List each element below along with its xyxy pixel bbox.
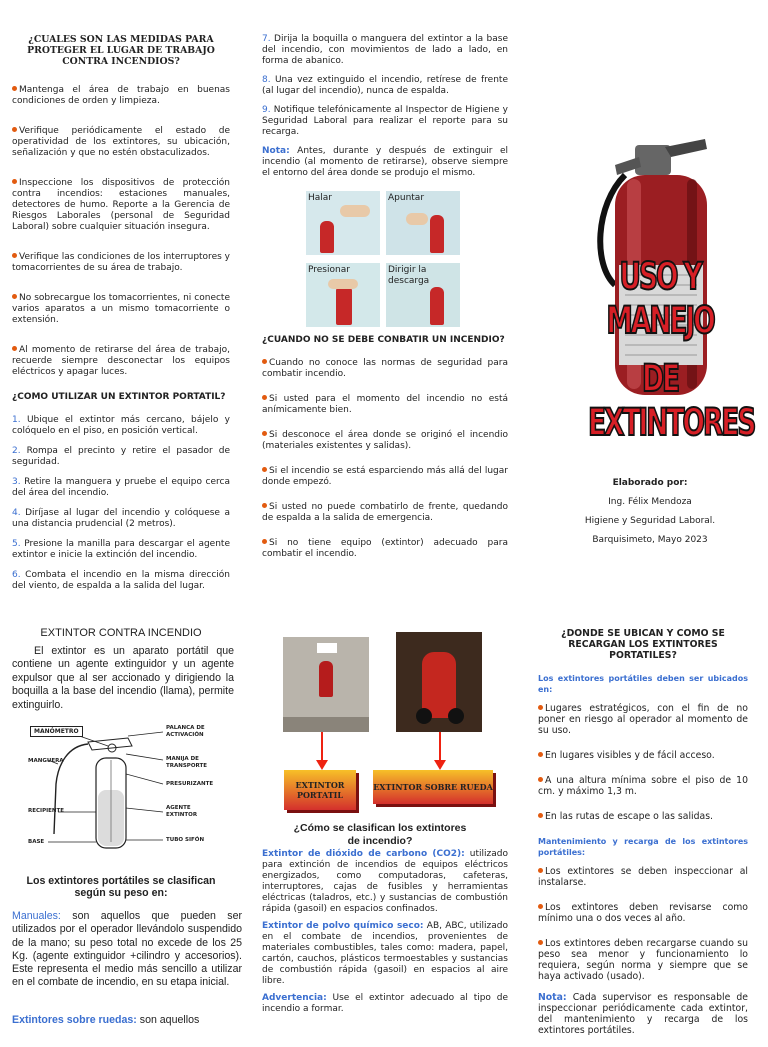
bullet-icon <box>262 467 267 472</box>
cover-title <box>588 255 755 445</box>
step-item: 1. Ubique el extintor más cercano, bájelo y colóquelo en el piso, en posición vertical. <box>12 415 230 436</box>
panel-2 <box>262 34 508 190</box>
label-palanca: PALANCA DE ACTIVACIÓN <box>166 725 205 738</box>
bullet-icon <box>262 503 267 508</box>
panel-4-title: EXTINTOR CONTRA INCENDIO <box>40 627 202 639</box>
bullet-icon <box>12 179 17 184</box>
list-item: Los extintores se deben inspeccionar al instalarse. <box>538 866 748 888</box>
label-manguera: MANGUERA <box>28 758 64 764</box>
label-agente: AGENTE EXTINTOR <box>166 805 198 818</box>
bullet-icon <box>538 705 543 710</box>
photo-label: Halar <box>308 193 332 203</box>
wheel-icon <box>416 708 432 724</box>
bullet-icon <box>12 86 17 91</box>
photo-squeeze <box>306 263 380 327</box>
list-item: Si usted no puede combatirlo de frente, quedando de espalda a la salida de emergencia. <box>262 502 508 523</box>
bullet-icon <box>262 359 267 364</box>
label-manija: MANIJA DE TRANSPORTE <box>166 756 208 769</box>
section-title-when-not: ¿CUANDO NO SE DEBE CONBATIR UN INCENDIO? <box>262 335 505 345</box>
bullet-icon <box>12 346 17 351</box>
extinguisher-icon <box>430 215 444 253</box>
panel-5-text <box>262 849 508 1026</box>
photo-label: Presionar <box>308 265 350 275</box>
bullet-icon <box>538 813 543 818</box>
bullet-icon <box>262 395 267 400</box>
subheading-location: Los extintores portátiles deben ser ubicados en: <box>538 674 748 694</box>
step-item: 2. Rompa el precinto y retire el pasador de seguridad. <box>12 446 230 467</box>
usage-photos <box>306 191 460 329</box>
list-item: Los extintores deben recargarse cuando su peso sea menor y funcionamiento lo requiera, según norma y siempre que se haya activado (usado). <box>538 938 748 982</box>
bullet-icon <box>12 253 17 258</box>
photo-aim <box>386 191 460 255</box>
list-item: Cuando no conoce las normas de seguridad para combatir incendio. <box>262 358 508 379</box>
panel-2-lower <box>262 335 508 571</box>
label-tubo: TUBO SIFÓN <box>166 837 205 843</box>
hand-icon <box>406 213 428 225</box>
manuales-text: Manuales: son aquellos que pueden ser utilizados por el operador llevándolo suspendido de la mano; su peso total no excede de los 25 Kg. (agente extinguidor +cilindro y accesorios). Este representa el medio más sencillo a utilizar en el combate de incendio, en su etapa inicial. <box>12 910 242 989</box>
section-title-location: ¿DONDE SE UBICAN Y COMO SE RECARGAN LOS EXTINTORES PORTATILES? <box>561 628 725 661</box>
note: Nota: Cada supervisor es responsable de inspeccionar periódicamente cada extintor, del mantenimiento y recarga de los extintores portátiles. <box>538 992 748 1036</box>
label-presurizante: PRESURIZANTE <box>166 781 214 787</box>
co2-paragraph: Extintor de dióxido de carbono (CO2): utilizado para extinción de incendios de equipos eléctricos energizados, como computadoras, cafeteras, interruptores, cajas de fusibles y herramientas eléctricas (taladros, etc.) y sustancias de combustión rápida (gasoil) en espacios confinados. <box>262 849 508 914</box>
wall-sign <box>317 643 337 653</box>
label-recipiente: RECIPIENTE <box>28 808 65 814</box>
photo-label: Apuntar <box>388 193 425 203</box>
list-item: Verifique las condiciones de los interruptores y tomacorrientes de su área de trabajo. <box>12 252 230 273</box>
label-manometro: MANÓMETRO <box>30 726 83 737</box>
credits-heading: Elaborado por: <box>612 478 688 488</box>
bullet-icon <box>538 777 543 782</box>
wheel-icon <box>448 708 464 724</box>
step-item: 8. Una vez extinguido el incendio, retírese de frente (al lugar del incendio), nunca de espalda. <box>262 75 508 96</box>
list-item: Lugares estratégicos, con el fin de no poner en riesgo al operador al momento de su uso. <box>538 703 748 736</box>
list-item: Al momento de retirarse del área de trabajo, recuerde siempre desconectar los equipos eléctricos y apagar luces. <box>12 345 230 377</box>
note: Nota: Antes, durante y después de extinguir el incendio (al momento de retirarse), observe siempre el entorno del área donde se produjo el mismo. <box>262 146 508 178</box>
list-item: Si no tiene equipo (extintor) adecuado para combatir el incendio. <box>262 538 508 559</box>
classification-subtitle: Los extintores portátiles se clasifican según su peso en: <box>26 875 216 900</box>
photo-wheeled-extinguisher <box>396 632 482 732</box>
hand-icon <box>340 205 370 217</box>
step-item: 6. Combata el incendio en la misma dirección del viento, de espalda a la salida del lugar. <box>12 570 230 591</box>
photo-sweep <box>386 263 460 327</box>
cover-title-line-2: DE EXTINTORES <box>588 357 755 444</box>
step-item: 4. Diríjase al lugar del incendio y colóquese a una distancia prudencial (2 metros). <box>12 508 230 529</box>
bullet-icon <box>262 431 267 436</box>
credits-author: Ing. Félix Mendoza <box>608 497 692 507</box>
step-item: 5. Presione la manilla para descargar el agente extintor e inicie la extinción del incendio. <box>12 539 230 560</box>
list-item: Si el incendio se está esparciendo más allá del lugar donde empezó. <box>262 466 508 487</box>
extinguisher-icon <box>336 285 352 325</box>
credits-place-date: Barquisimeto, Mayo 2023 <box>592 535 708 545</box>
credits-dept: Higiene y Seguridad Laboral. <box>584 516 716 526</box>
step-item: 7. Dirija la boquilla o manguera del extintor a la base del incendio, con movimientos de lado a lado, en forma de abanico. <box>262 34 508 66</box>
list-item: Si desconoce el área donde se originó el incendio (materiales existentes y salidas). <box>262 430 508 451</box>
photo-label: Dirigir la descarga <box>388 265 430 286</box>
list-item: Verifique periódicamente el estado de operatividad de los extintores, su ubicación, señalización y que no estén obstaculizados. <box>12 126 230 158</box>
photo-pull <box>306 191 380 255</box>
bullet-icon <box>538 904 543 909</box>
list-item: No sobrecargue los tomacorrientes, ni conecte varios aparatos a un mismo tomacorriente o extensión. <box>12 293 230 325</box>
list-item: En las rutas de escape o las salidas. <box>538 811 748 822</box>
box-wheeled: EXTINTOR SOBRE RUEDA <box>373 770 493 804</box>
arrows <box>300 732 470 772</box>
warning-paragraph: Advertencia: Use el extintor adecuado al tipo de incendio a formar. <box>262 993 508 1014</box>
panel-4-intro: El extintor es un aparato portátil que contiene un agente extinguidor y un agente expulsor que al ser accionado y dirigiendo la boquilla a la base del incendio (llama), permite extinguirlo. <box>12 645 234 711</box>
step-item: 9. Notifique telefónicamente al Inspector de Higiene y Seguridad Laboral para realizar el reporte para su recarga. <box>262 105 508 137</box>
section-title-protect: ¿CUALES SON LAS MEDIDAS PARA PROTEGER EL LUGAR DE TRABAJO CONTRA INCENDIOS? <box>27 34 215 67</box>
list-item: Si usted para el momento del incendio no está anímicamente bien. <box>262 394 508 415</box>
extinguisher-icon <box>320 221 334 253</box>
step-item: 3. Retire la manguera y pruebe el equipo cerca del área del incendio. <box>12 477 230 498</box>
hand-icon <box>328 279 358 289</box>
panel-5-title: ¿Cómo se clasifican los extintores de incendio? <box>293 822 467 847</box>
bullet-icon <box>538 868 543 873</box>
panel-1 <box>12 34 230 603</box>
list-item: Los extintores deben revisarse como mínimo una o dos veces al año. <box>538 902 748 924</box>
extinguisher-anatomy-diagram <box>28 724 208 850</box>
bullet-icon <box>12 127 17 132</box>
floor <box>283 717 369 732</box>
list-item: En lugares visibles y de fácil acceso. <box>538 750 748 761</box>
photo-portable-extinguisher <box>283 637 369 732</box>
panel-6 <box>538 628 748 1047</box>
pqs-paragraph: Extintor de polvo químico seco: AB, ABC, utilizado en el combate de incendios, provenientes de materiales combustibles, tales como: madera, papel, cartón, cauchos, plásticos termoestables y sustancias de combustión rápida (gasoil) en espacios al aire libre. <box>262 921 508 986</box>
label-base: BASE <box>28 839 45 845</box>
subheading-maintenance: Mantenimiento y recarga de los extintores portátiles: <box>538 837 748 857</box>
ruedas-text: Extintores sobre ruedas: son aquellos <box>12 1014 200 1026</box>
section-title-use: ¿COMO UTILIZAR UN EXTINTOR PORTATIL? <box>12 392 226 402</box>
bullet-icon <box>12 294 17 299</box>
box-portable: EXTINTOR PORTATIL <box>284 770 356 810</box>
bullet-icon <box>538 940 543 945</box>
list-item: A una altura mínima sobre el piso de 10 cm. y máximo 1,3 m. <box>538 775 748 797</box>
cover-title-line-1: USO Y MANEJO <box>606 255 714 342</box>
extinguisher-icon <box>319 661 333 697</box>
bullet-icon <box>538 752 543 757</box>
extinguisher-icon <box>430 287 444 325</box>
list-item: Inspeccione los dispositivos de protección contra incendios: estaciones manuales, detectores de humo. Reporte a la Gerencia de Riesgos Laborales (personal de Seguridad Laboral) sobre cualquier situación insegura. <box>12 178 230 232</box>
list-item: Mantenga el área de trabajo en buenas condiciones de orden y limpieza. <box>12 85 230 106</box>
credits <box>560 474 740 550</box>
bullet-icon <box>262 539 267 544</box>
